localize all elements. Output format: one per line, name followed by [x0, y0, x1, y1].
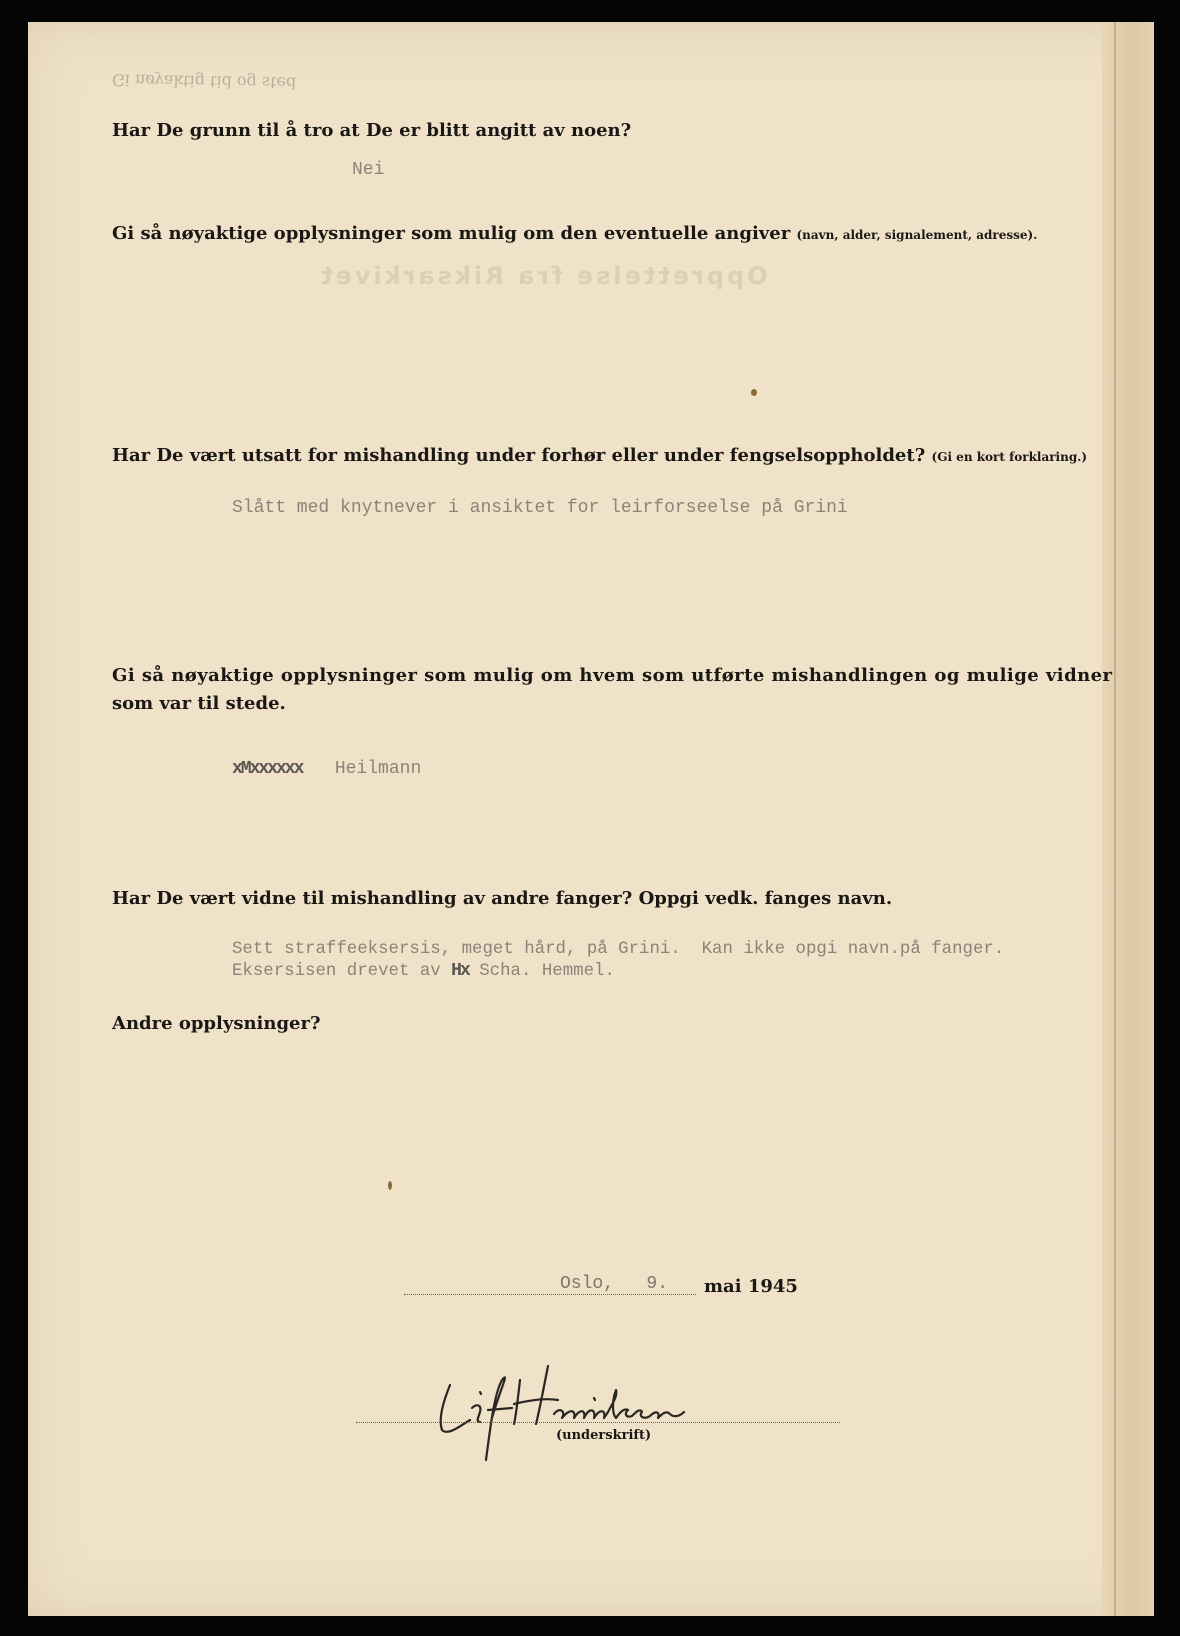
answer-utforer-name: Heilmann [334, 759, 422, 779]
signature-dotted-line [356, 1422, 840, 1423]
page-edge-line [1114, 22, 1116, 1616]
question-angiver-sub: (navn, alder, signalement, adresse). [796, 228, 1038, 242]
answer-vidne-line2-pre: Eksersisen drevet av [232, 962, 452, 981]
question-angiver-main: Gi så nøyaktige opplysninger som mulig om den eventuelle angiver [112, 223, 791, 244]
place-date: Oslo, 9. [560, 1274, 669, 1294]
ghost-center-text: Opprettelse fra Riksarkivet [318, 262, 768, 290]
question-mishandling-main: Har De vært utsatt for mishandling under forhør eller under fengselsoppholdet? [112, 445, 926, 466]
signature-label: (underskrift) [556, 1428, 652, 1443]
question-angitt: Har De grunn til å tro at De er blitt angitt av noen? [112, 120, 632, 141]
page-edge-band [1102, 22, 1154, 1616]
question-mishandling-sub: (Gi en kort forklaring.) [931, 450, 1088, 464]
question-andre: Andre opplysninger? [112, 1013, 321, 1034]
struck-text: xMxxxxxx [232, 759, 303, 779]
date-dotted-line [404, 1294, 696, 1295]
answer-utforer [232, 759, 421, 779]
answer-vidne-line1: Sett straffeeksersis, meget hård, på Grini. Kan ikke opgi navn.på fanger. [232, 940, 1005, 959]
question-mishandling [112, 445, 1087, 466]
question-angiver [112, 223, 1037, 244]
month-year: mai 1945 [704, 1276, 798, 1297]
answer-vidne-line2-post: Scha. Hemmel. [468, 962, 615, 981]
paper-speck [751, 389, 757, 396]
question-utforer-line1: Gi så nøyaktige opplysninger som mulig om hvem som utførte mishandlingen og mulige vidner [112, 665, 1113, 686]
struck-text-2: Hx [451, 961, 469, 981]
ghost-header-text: Gi nøyaktig tid og sted [111, 70, 297, 93]
signature-image [430, 1360, 760, 1470]
paper-speck [388, 1181, 392, 1190]
answer-vidne-line2 [232, 961, 615, 981]
question-utforer-line2: som var til stede. [112, 693, 286, 714]
question-vidne: Har De vært vidne til mishandling av andre fanger? Oppgi vedk. fanges navn. [112, 888, 893, 909]
answer-angitt: Nei [352, 160, 385, 180]
answer-mishandling: Slått med knytnever i ansiktet for leirforseelse på Grini [232, 498, 848, 518]
